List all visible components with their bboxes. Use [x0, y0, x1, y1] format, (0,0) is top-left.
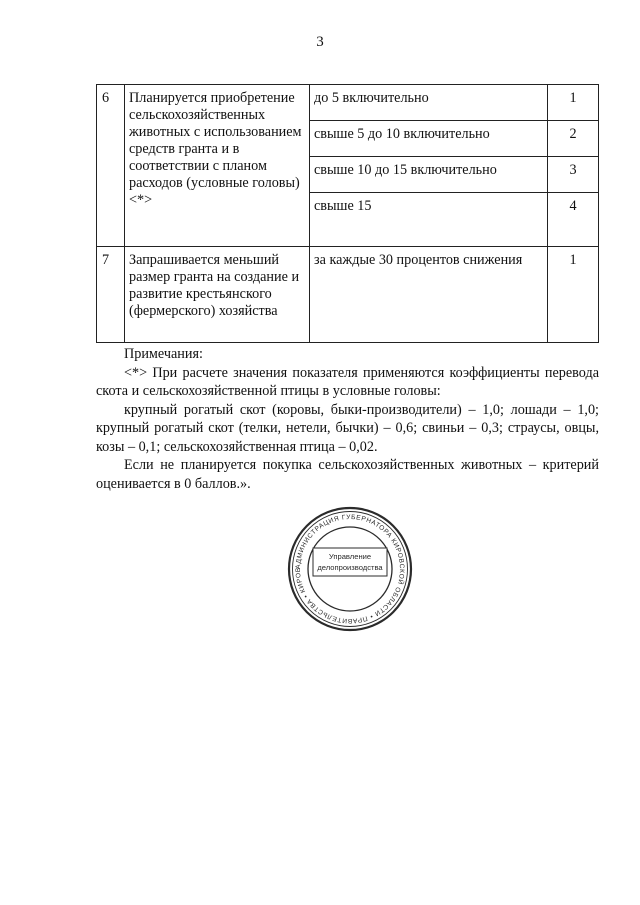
official-seal — [286, 505, 414, 633]
notes-title: Примечания: — [124, 346, 203, 362]
seal-graphic — [286, 505, 414, 633]
condition-text: за каждые 30 процентов снижения — [314, 252, 523, 268]
points-value: 2 — [548, 121, 598, 157]
seal-ring-text: АДМИНИСТРАЦИЯ ГУБЕРНАТОРА КИРОВСКОЙ ОБЛАСТИ • ПРАВИТЕЛЬСТВА • КИРОВ — [294, 513, 406, 625]
points-value: 3 — [548, 157, 598, 193]
points-value: 1 — [548, 85, 598, 121]
table-row — [97, 247, 599, 343]
notes-paragraph: <*> При расчете значения показателя применяются коэффициенты перевода скота и сельскохозяйственной птицы в условные головы: — [96, 364, 599, 399]
seal-line-2: делопроизводства — [317, 563, 383, 572]
notes-paragraph: крупный рогатый скот (коровы, быки-производители) – 1,0; лошади – 1,0; крупный рогатый скот (телки, нетели, бычки) – 0,6; свиньи – 0,3; страусы, овцы, козы – 0,1; сельскохозяйственная птица – 0,02. — [96, 401, 599, 455]
notes-paragraph: Если не планируется покупка сельскохозяйственных животных – критерий оценивается в 0 баллов.». — [96, 457, 599, 492]
table-row — [97, 85, 599, 247]
criterion-text: Запрашивается меньший размер гранта на создание и развитие крестьянского (фермерского) хозяйства — [125, 247, 310, 343]
points-cell — [548, 247, 599, 343]
condition-text: до 5 включительно — [310, 85, 547, 121]
seal-line-1: Управление — [328, 552, 372, 561]
row-number: 6 — [97, 85, 125, 247]
points-cell — [548, 85, 599, 247]
criterion-text: Планируется приобретение сельскохозяйственных животных с использованием средств гранта и в соответствии с планом расходов (условные головы) <*> — [125, 85, 310, 247]
points-value: 1 — [569, 252, 577, 268]
row-number: 7 — [97, 247, 125, 343]
condition-text: свыше 5 до 10 включительно — [310, 121, 547, 157]
conditions-cell — [310, 85, 548, 247]
notes-section — [96, 345, 599, 493]
points-value: 4 — [569, 198, 577, 214]
condition-text: свыше 10 до 15 включительно — [310, 157, 547, 193]
criteria-table — [96, 84, 599, 343]
condition-text: свыше 15 — [314, 198, 372, 214]
conditions-cell — [310, 247, 548, 343]
page-number: 3 — [316, 34, 324, 50]
